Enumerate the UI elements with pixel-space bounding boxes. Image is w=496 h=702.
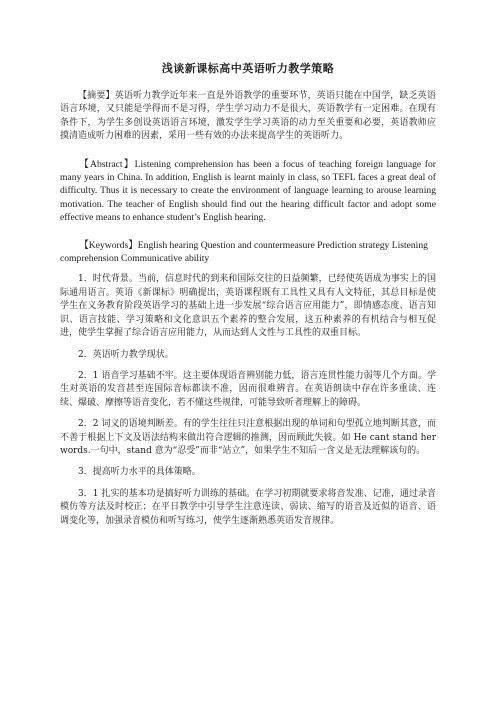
section-3-heading: 3．提高听力水平的具体策略。 xyxy=(78,467,201,478)
abstract-english: 【Abstract】Listening comprehension has been a focus of teaching foreign language for many years in China. In addition, English is learnt mainly in class, so TEFL faces a great deal of difficulty. Thus it is necessary to create the environment of language learning to arouse learning motivation. The teacher of English should find out the hearing difficult factor and adopt some effective means to enhance student’s English hearing. xyxy=(60,158,436,224)
abstract-chinese: 【摘要】英语听力教学近年来一直是外语教学的重要环节，英语只能在中国学，缺乏英语语言环境，又只能是学得而不是习得，学生学习动力不是很大，英语教学有一定困难。在现有条件下，为学生多创设英语语言环境，激发学生学习英语的动力至关重要和必要，英语教师应摸清造成听力困难的因素，采用一些有效的办法来提高学生的英语听力。 xyxy=(60,91,436,142)
keywords: 【Keywords】English hearing Question and countermeasure Prediction strategy Listening comprehension Communicative ability xyxy=(60,239,428,265)
section-2-2-paragraph: 2．2 词义的语境判断差。有的学生往往只注意根据出现的单词和句型孤立地判断其意，而不善于根据上下文及语法结构来做出符合逻辑的推测，因而顾此失彼。如 He cant stand her words.一句中，stand 意为“忍受”而非“站立”，如果学生不知后一含义是无法理解该句的。 xyxy=(60,419,436,456)
section-2-heading: 2．英语听力教学现状。 xyxy=(78,349,174,360)
document-title: 浅谈新课标高中英语听力教学策略 xyxy=(161,62,335,75)
section-1-background: 1．时代背景。当前，信息时代的到来和国际交往的日益频繁，已经使英语成为事实上的国际通用语言。英语《新课标》明确提出，英语课程既有工具性又具有人文特征，其总目标是使学生在义务教育阶段英语学习的基础上进一步发展“综合语言应用能力”，即情感态度、语言知识、语言技能、学习策略和文化意识五个素养的整合发展，这五种素养的有机结合与相互促进，使学生掌握了综合语言应用能力，从而达到人文性与工具性的双重目标。 xyxy=(60,274,436,339)
document-page xyxy=(60,62,436,536)
section-2-1-paragraph: 2．1 语音学习基础不牢。这主要体现语音辨别能力低，语言连贯性能力弱等几个方面。学生对英语的发音甚至连国际音标都读不准，因而很难辨音。在英语朗读中存在许多重读、连续、爆破、摩擦等语音变化，若不懂这些规律，可能导致听者理解上的障碍。 xyxy=(60,370,436,408)
section-3-1-paragraph: 3．1 扎实的基本功是搞好听力训练的基础。在学习初期就要求将音发准、记准，通过录音模仿等方法及时校正；在平日教学中引导学生注意连读、弱读、缩写的语音及近似的语音、语调变化等，加强录音模仿和听写练习，使学生逐渐熟悉英语发音规律。 xyxy=(60,488,436,526)
